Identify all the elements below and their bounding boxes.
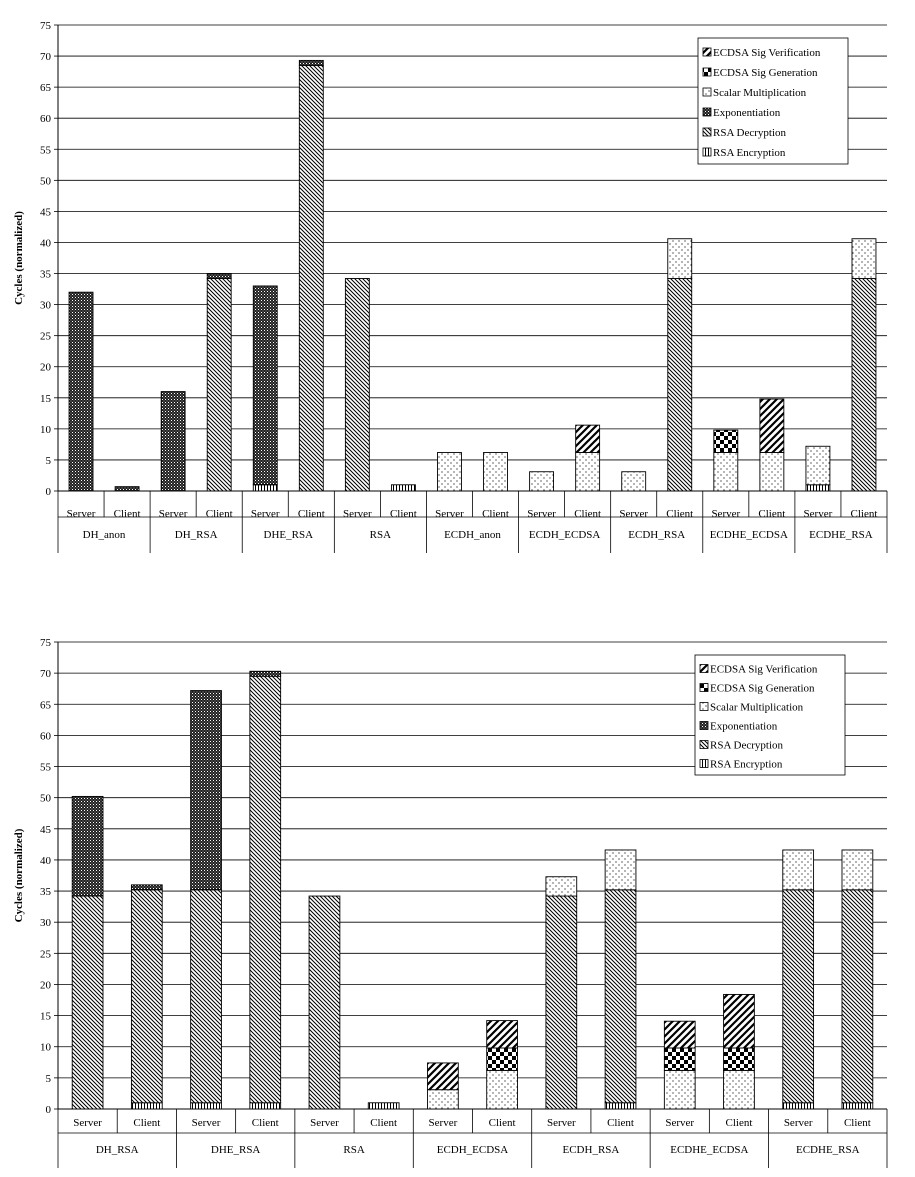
x-tick-label: Server (66, 508, 96, 520)
legend-swatch-rsa-encryption (700, 760, 708, 768)
y-tick-label: 55 (40, 144, 51, 157)
y-tick-label: 5 (45, 1072, 51, 1085)
bar-segment-ecdsa-sig-generation (664, 1048, 695, 1070)
legend-swatch-exponentiation (703, 108, 711, 116)
x-tick-label: Server (428, 1117, 458, 1129)
bar-rsa-server (309, 896, 340, 1109)
bar-segment-rsa-decryption (345, 279, 369, 491)
x-tick-label: Server (435, 508, 464, 520)
group-label: DH_RSA (174, 529, 218, 541)
group-label: ECDHE_RSA (796, 1144, 860, 1156)
y-axis-label: Cycles (normalized) (13, 211, 25, 305)
y-tick-label: 5 (45, 454, 51, 467)
bar-segment-exponentiation (253, 286, 277, 485)
x-tick-label: Client (133, 1117, 161, 1129)
y-tick-label: 70 (40, 668, 51, 681)
bar-segment-exponentiation (72, 796, 103, 896)
bar-dh-rsa-server (161, 392, 185, 491)
bar-segment-ecdsa-sig-verification (724, 994, 755, 1048)
y-tick-label: 75 (40, 637, 51, 649)
x-tick-label: Server (191, 1117, 221, 1129)
group-label: RSA (343, 1144, 365, 1156)
bar-segment-ecdsa-sig-verification (576, 425, 600, 452)
bar-ecdh-ecdsa-server (427, 1063, 458, 1109)
group-label: DH_anon (82, 529, 126, 541)
legend-label: Exponentiation (713, 107, 781, 119)
bar-ecdh-anon-client (484, 452, 508, 491)
y-tick-label: 60 (40, 730, 51, 743)
y-tick-label: 45 (40, 823, 51, 836)
y-tick-label: 20 (40, 361, 51, 374)
y-tick-label: 15 (40, 1010, 51, 1023)
bar-segment-rsa-decryption (191, 890, 222, 1103)
x-tick-label: Server (73, 1117, 102, 1129)
bar-dhe-rsa-client (299, 60, 323, 491)
legend-swatch-rsa-decryption (700, 741, 708, 749)
y-tick-label: 50 (40, 175, 51, 188)
legend (695, 655, 845, 775)
x-tick-label: Client (666, 508, 694, 520)
bar-rsa-client (391, 485, 415, 491)
y-tick-label: 75 (40, 20, 51, 32)
bar-dh-rsa-client (207, 274, 231, 491)
bar-segment-scalar-multiplication (806, 446, 830, 485)
bar-segment-scalar-multiplication (760, 452, 784, 491)
bar-segment-exponentiation (191, 691, 222, 890)
bar-segment-ecdsa-sig-generation (487, 1048, 518, 1070)
x-tick-label: Server (711, 508, 741, 520)
legend-label: RSA Decryption (710, 739, 784, 752)
bar-segment-rsa-encryption (253, 485, 277, 491)
legend-swatch-ecdsa-sig-verification (703, 48, 711, 56)
bar-ecdh-ecdsa-client (487, 1021, 518, 1109)
y-tick-label: 15 (40, 392, 51, 405)
x-tick-label: Client (850, 508, 878, 520)
bar-segment-rsa-encryption (191, 1103, 222, 1109)
x-tick-label: Server (783, 1117, 813, 1129)
bar-segment-ecdsa-sig-generation (724, 1048, 755, 1070)
bar-dhe-rsa-client (250, 671, 281, 1109)
bar-segment-ecdsa-sig-verification (487, 1021, 518, 1048)
x-tick-label: Client (297, 508, 325, 520)
legend-label: ECDSA Sig Verification (710, 663, 818, 676)
y-tick-label: 0 (45, 486, 51, 498)
bar-ecdhe-ecdsa-server (714, 430, 738, 491)
group-label: ECDH_RSA (562, 1144, 620, 1156)
bar-dhe-rsa-server (253, 286, 277, 491)
bar-ecdhe-ecdsa-client (724, 994, 755, 1109)
group-label: ECDH_RSA (628, 529, 686, 541)
bar-segment-rsa-decryption (207, 279, 231, 491)
bar-ecdhe-ecdsa-client (760, 399, 784, 491)
bar-ecdh-rsa-client (605, 850, 636, 1109)
y-tick-label: 20 (40, 979, 51, 992)
y-tick-label: 45 (40, 206, 51, 219)
legend-label: ECDSA Sig Generation (713, 67, 818, 79)
legend-label: RSA Encryption (710, 758, 783, 771)
bar-segment-rsa-encryption (391, 485, 415, 491)
x-tick-label: Server (158, 508, 188, 520)
x-tick-label: Client (370, 1117, 398, 1129)
y-tick-label: 40 (40, 854, 51, 867)
y-tick-label: 35 (40, 268, 51, 281)
y-axis-label: Cycles (normalized) (13, 828, 25, 923)
group-label: DHE_RSA (210, 1144, 261, 1156)
legend-label: Scalar Multiplication (710, 701, 804, 714)
legend-swatch-ecdsa-sig-generation (700, 684, 708, 692)
y-tick-label: 30 (40, 917, 51, 930)
x-tick-label: Client (758, 508, 786, 520)
bar-segment-rsa-encryption (842, 1103, 873, 1109)
bar-ecdh-ecdsa-client (576, 425, 600, 491)
group-label: RSA (369, 529, 392, 541)
x-tick-label: Client (251, 1117, 279, 1129)
legend-swatch-scalar-multiplication (703, 88, 711, 96)
bar-dh-rsa-client (131, 885, 162, 1109)
bar-segment-rsa-decryption (72, 896, 103, 1109)
bar-segment-exponentiation (299, 60, 323, 65)
legend-label: ECDSA Sig Generation (710, 682, 815, 695)
bar-segment-ecdsa-sig-verification (427, 1063, 458, 1090)
legend-swatch-rsa-encryption (703, 148, 711, 156)
bar-segment-scalar-multiplication (530, 472, 554, 491)
bar-segment-rsa-encryption (131, 1103, 162, 1109)
x-tick-label: Server (665, 1117, 695, 1129)
bar-segment-scalar-multiplication (852, 239, 876, 279)
x-tick-label: Server (803, 508, 833, 520)
y-tick-label: 55 (40, 761, 51, 774)
bar-ecdh-ecdsa-server (530, 472, 554, 491)
bar-rsa-server (345, 279, 369, 491)
bar-segment-scalar-multiplication (605, 850, 636, 890)
bar-segment-exponentiation (161, 392, 185, 491)
y-tick-label: 40 (40, 237, 51, 250)
bar-segment-scalar-multiplication (484, 452, 508, 491)
bar-ecdh-anon-server (437, 452, 461, 491)
bar-segment-rsa-decryption (299, 65, 323, 491)
y-tick-label: 50 (40, 792, 51, 805)
group-label: DHE_RSA (263, 529, 314, 541)
y-tick-label: 35 (40, 886, 51, 899)
group-label: DH_RSA (95, 1144, 139, 1156)
y-tick-label: 0 (45, 1104, 51, 1116)
bar-rsa-client (368, 1103, 399, 1109)
bar-segment-rsa-decryption (783, 890, 814, 1103)
legend-swatch-rsa-decryption (703, 128, 711, 136)
bar-segment-scalar-multiplication (724, 1070, 755, 1109)
chart-2 (13, 637, 887, 1168)
bar-ecdhe-rsa-client (842, 850, 873, 1109)
bar-segment-ecdsa-sig-verification (664, 1021, 695, 1048)
x-tick-label: Client (113, 508, 141, 520)
x-tick-label: Client (607, 1117, 634, 1129)
group-label: ECDH_ECDSA (528, 529, 601, 541)
bar-segment-exponentiation (131, 885, 162, 890)
legend-label: Scalar Multiplication (713, 87, 807, 99)
x-tick-label: Client (482, 508, 509, 520)
bar-dh-anon-client (115, 487, 139, 491)
bar-dh-rsa-server (72, 796, 103, 1109)
y-tick-label: 30 (40, 299, 51, 312)
bar-dh-anon-server (69, 292, 93, 491)
bar-segment-scalar-multiplication (668, 239, 692, 279)
y-tick-label: 65 (40, 699, 51, 712)
legend-swatch-exponentiation (700, 722, 708, 730)
bar-ecdhe-rsa-server (806, 446, 830, 491)
x-tick-label: Client (205, 508, 233, 520)
bar-segment-scalar-multiplication (546, 877, 577, 896)
x-tick-label: Server (619, 508, 649, 520)
x-tick-label: Client (843, 1117, 871, 1129)
legend-label: RSA Encryption (713, 147, 786, 159)
bar-segment-scalar-multiplication (437, 452, 461, 491)
legend-label: RSA Decryption (713, 127, 787, 139)
bar-segment-ecdsa-sig-generation (714, 430, 738, 452)
y-tick-label: 10 (40, 1041, 51, 1054)
bar-segment-rsa-decryption (605, 890, 636, 1103)
x-tick-label: Client (725, 1117, 753, 1129)
x-tick-label: Server (343, 508, 372, 520)
bar-ecdh-rsa-client (668, 239, 692, 491)
y-tick-label: 10 (40, 423, 51, 436)
bar-segment-scalar-multiplication (783, 850, 814, 890)
bar-segment-exponentiation (207, 274, 231, 279)
bar-segment-rsa-decryption (546, 896, 577, 1109)
bar-segment-rsa-encryption (605, 1103, 636, 1109)
bar-segment-scalar-multiplication (714, 452, 738, 491)
x-tick-label: Server (250, 508, 280, 520)
bar-segment-exponentiation (250, 671, 281, 676)
group-label: ECDH_anon (444, 529, 501, 541)
bar-ecdhe-rsa-server (783, 850, 814, 1109)
y-tick-label: 70 (40, 51, 51, 64)
bar-segment-rsa-decryption (668, 279, 692, 491)
y-tick-label: 25 (40, 948, 51, 961)
bar-ecdhe-ecdsa-server (664, 1021, 695, 1109)
y-tick-label: 65 (40, 82, 51, 95)
bar-segment-exponentiation (115, 487, 139, 491)
bar-segment-rsa-encryption (806, 485, 830, 491)
bar-segment-scalar-multiplication (664, 1070, 695, 1109)
legend-label: Exponentiation (710, 720, 778, 733)
bar-ecdhe-rsa-client (852, 239, 876, 491)
bar-segment-exponentiation (69, 292, 93, 491)
bar-segment-rsa-decryption (131, 890, 162, 1103)
legend-label: ECDSA Sig Verification (713, 47, 821, 59)
x-tick-label: Server (527, 508, 556, 520)
group-label: ECDHE_RSA (809, 529, 873, 541)
bar-ecdh-rsa-server (546, 877, 577, 1109)
legend (698, 38, 848, 164)
x-tick-label: Client (389, 508, 417, 520)
bar-segment-rsa-decryption (250, 676, 281, 1103)
bar-segment-scalar-multiplication (487, 1070, 518, 1109)
y-tick-label: 60 (40, 113, 51, 126)
group-label: ECDH_ECDSA (436, 1144, 509, 1156)
bar-segment-rsa-decryption (842, 890, 873, 1103)
x-tick-label: Server (310, 1117, 339, 1129)
x-tick-label: Client (574, 508, 602, 520)
bar-ecdh-rsa-server (622, 472, 646, 491)
legend-swatch-scalar-multiplication (700, 703, 708, 711)
bar-segment-rsa-encryption (783, 1103, 814, 1109)
bar-dhe-rsa-server (191, 691, 222, 1109)
bar-segment-scalar-multiplication (576, 452, 600, 491)
bar-segment-scalar-multiplication (622, 472, 646, 491)
bar-segment-scalar-multiplication (842, 850, 873, 890)
bar-segment-scalar-multiplication (427, 1090, 458, 1109)
bar-segment-rsa-encryption (368, 1103, 399, 1109)
chart-1 (13, 20, 887, 553)
y-tick-label: 25 (40, 330, 51, 343)
bar-segment-rsa-encryption (250, 1103, 281, 1109)
legend-swatch-ecdsa-sig-verification (700, 665, 708, 673)
group-label: ECDHE_ECDSA (670, 1144, 749, 1156)
bar-segment-ecdsa-sig-verification (760, 399, 784, 452)
x-tick-label: Client (488, 1117, 516, 1129)
group-label: ECDHE_ECDSA (709, 529, 788, 541)
bar-segment-rsa-decryption (309, 896, 340, 1109)
x-tick-label: Server (546, 1117, 576, 1129)
legend-swatch-ecdsa-sig-generation (703, 68, 711, 76)
bar-segment-rsa-decryption (852, 279, 876, 491)
